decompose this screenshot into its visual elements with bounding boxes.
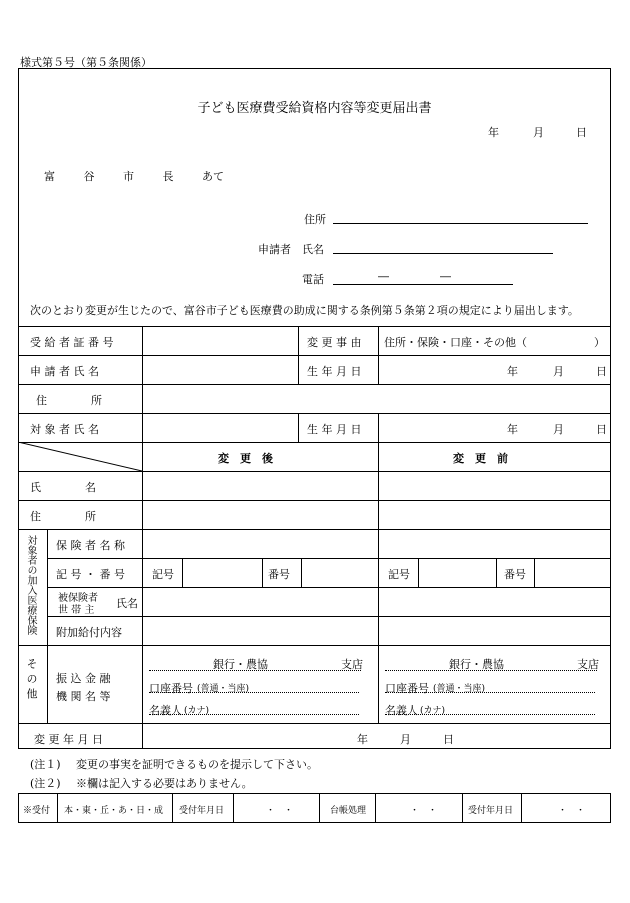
recipient-number-label: 受 給 者 証 番 号 [30, 336, 114, 349]
note2-text: ※欄は記入する必要はありません。 [76, 777, 253, 790]
address2-row-label: 住 所 [30, 510, 96, 523]
applicant-name-table-field[interactable] [143, 356, 298, 384]
row-divider [47, 558, 611, 559]
addressee-char: 谷 [83, 170, 95, 183]
target-name-label: 対 象 者 氏 名 [30, 423, 99, 436]
reception-date-dots-2: ・ ・ [558, 806, 586, 816]
column-divider [262, 558, 263, 587]
account-after-label: 口座番号 [149, 682, 193, 695]
branch-before-label: 支店 [577, 658, 599, 671]
insured-label-line2: 世 帯 主 [58, 605, 95, 616]
form-title: 子ども医療費受給資格内容等変更届出書 [197, 101, 432, 116]
column-divider [496, 558, 497, 587]
target-birth-day-label: 日 [596, 423, 607, 436]
address-after-field[interactable] [143, 501, 377, 529]
column-divider [301, 558, 302, 587]
diagonal-header-cell [18, 442, 142, 471]
phone-separator: ― [440, 270, 451, 283]
applicant-phone-label: 電話 [302, 273, 324, 286]
account-after-line[interactable] [149, 692, 359, 693]
name-row-label: 氏 名 [30, 481, 96, 494]
addressee-suffix: あて [202, 170, 224, 183]
insurer-name-label: 保 険 者 名 称 [56, 539, 125, 552]
holder-before-label: 名義人 [385, 704, 418, 717]
bank-label-line1: 振 込 金 融 [56, 672, 111, 685]
address-before-field[interactable] [379, 501, 610, 529]
birth-month-label: 月 [553, 365, 564, 378]
holder-kana-before: (カナ) [420, 706, 446, 716]
row-divider [18, 645, 611, 646]
column-divider [378, 355, 379, 384]
account-before-line[interactable] [385, 692, 595, 693]
applicant-name-row-label: 申 請 者 氏 名 [30, 365, 99, 378]
date-day-label: 日 [576, 126, 587, 139]
column-divider [534, 558, 535, 587]
change-date-label: 変 更 年 月 日 [34, 733, 103, 746]
column-divider [182, 558, 183, 587]
target-birth-date-label: 生 年 月 日 [307, 423, 362, 436]
target-birth-month-label: 月 [553, 423, 564, 436]
applicant-phone-field[interactable] [333, 284, 513, 285]
addressee-char: 富 [44, 170, 55, 183]
name-before-field[interactable] [379, 472, 610, 500]
row-divider [18, 413, 611, 414]
addressee-char: 市 [123, 170, 134, 183]
other-group-label: その他 [25, 658, 38, 703]
row-divider [18, 529, 611, 530]
column-divider [298, 326, 299, 355]
row-divider [47, 616, 611, 617]
holder-kana-after: (カナ) [184, 706, 210, 716]
received-label: ※受付 [23, 806, 51, 816]
row-divider [18, 326, 611, 327]
number-before-label: 番号 [504, 568, 526, 581]
column-divider [378, 326, 379, 355]
receipt-divider [462, 793, 463, 823]
change-date-month: 月 [400, 733, 411, 746]
symbol-number-label: 記 号 ・ 番 号 [56, 568, 125, 581]
change-reason-options[interactable]: 住所・保険・口座・その他（ [384, 336, 527, 349]
reception-date-label: 受付年月日 [179, 806, 225, 816]
insured-label-line1: 被保険者 [58, 593, 98, 604]
number-after-label: 番号 [268, 568, 290, 581]
applicant-section-label: 申請者 [258, 243, 291, 256]
after-change-header: 変 更 後 [218, 452, 273, 465]
applicant-name-label: 氏名 [302, 243, 324, 256]
column-divider [418, 558, 419, 587]
bank-after-label: 銀行・農協 [213, 658, 268, 671]
holder-after-line[interactable] [149, 714, 359, 715]
column-divider [298, 355, 299, 384]
receipt-divider [319, 793, 320, 823]
column-divider [298, 413, 299, 442]
bank-before-label: 銀行・農協 [449, 658, 504, 671]
change-date-day: 日 [443, 733, 454, 746]
recipient-number-field[interactable] [143, 327, 298, 355]
reception-date-label-2: 受付年月日 [468, 806, 514, 816]
before-change-header: 変 更 前 [453, 452, 508, 465]
symbol-before-label: 記号 [388, 568, 410, 581]
account-type-before: (普通・当座) [433, 684, 486, 694]
additional-benefit-label: 附加給付内容 [56, 626, 122, 639]
addressee [44, 168, 224, 184]
declaration-text: 次のとおり変更が生じたので、富谷市子ども医療費の助成に関する条例第５条第２項の規定により届出します。 [30, 304, 579, 317]
address-row-label: 住 所 [36, 394, 102, 407]
holder-after-label: 名義人 [149, 704, 182, 717]
ledger-label: 台帳処理 [330, 806, 367, 816]
target-name-field[interactable] [143, 414, 298, 442]
symbol-after-label: 記号 [152, 568, 174, 581]
branches-label: 本・東・丘・あ・日・成 [64, 806, 164, 816]
insured-name-label: 氏名 [116, 597, 138, 610]
bank-label-line2: 機 関 名 等 [56, 690, 111, 703]
address-field[interactable] [143, 385, 610, 413]
row-divider [18, 355, 611, 356]
birth-date-label: 生 年 月 日 [307, 365, 362, 378]
receipt-divider [233, 793, 234, 823]
addressee-char: 長 [162, 170, 174, 183]
name-after-field[interactable] [143, 472, 377, 500]
close-paren: ） [594, 336, 605, 349]
birth-year-label: 年 [507, 365, 518, 378]
receipt-divider [375, 793, 376, 823]
applicant-address-field[interactable] [333, 223, 588, 224]
ledger-dots: ・ ・ [410, 806, 438, 816]
date-year-label: 年 [488, 126, 499, 139]
receipt-divider [57, 793, 58, 823]
form-number: 様式第５号（第５条関係） [20, 56, 152, 69]
column-divider [378, 413, 379, 442]
change-date-year: 年 [357, 733, 368, 746]
target-birth-year-label: 年 [507, 423, 518, 436]
insurance-group-label: 対象者の加入医療保険 [25, 535, 36, 635]
note1-label: (注１) [30, 758, 61, 771]
branch-after-label: 支店 [341, 658, 363, 671]
birth-day-label: 日 [596, 365, 607, 378]
column-divider [47, 529, 48, 723]
row-divider [18, 723, 611, 724]
phone-separator: ― [378, 270, 389, 283]
date-month-label: 月 [533, 126, 544, 139]
applicant-address-label: 住所 [304, 213, 326, 226]
note2-label: (注２) [30, 777, 61, 790]
receipt-divider [521, 793, 522, 823]
bank-before-line[interactable] [385, 670, 597, 671]
row-divider [47, 587, 611, 588]
change-reason-label: 変 更 事 由 [307, 336, 362, 349]
reception-date-dots: ・ ・ [266, 806, 294, 816]
note1-text: 変更の事実を証明できるものを提示して下さい。 [76, 758, 318, 771]
applicant-name-field[interactable] [333, 253, 553, 254]
receipt-divider [172, 793, 173, 823]
account-before-label: 口座番号 [385, 682, 429, 695]
bank-after-line[interactable] [149, 670, 361, 671]
account-type-after: (普通・当座) [197, 684, 250, 694]
holder-before-line[interactable] [385, 714, 595, 715]
